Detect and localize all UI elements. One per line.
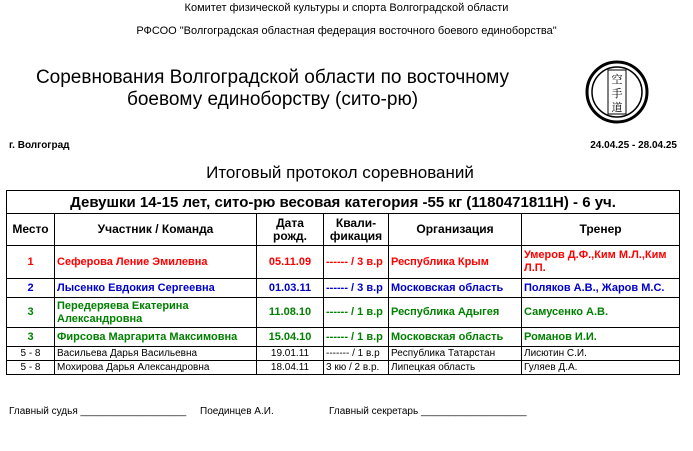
results-table (6, 190, 680, 375)
col-dob (257, 214, 324, 246)
col-dob-line2: рожд. (273, 228, 307, 243)
chief-judge-label: Главный судья ___________________ (9, 406, 187, 417)
row-coach: Самусенко А.В. (522, 298, 680, 328)
row-place: 3 (7, 328, 55, 347)
row-qualification: ------ / 1 в.р (324, 298, 389, 328)
row-organization: Республика Адыгея (389, 298, 522, 328)
row-organization: Республика Татарстан (389, 347, 522, 361)
row-place: 3 (7, 298, 55, 328)
row-dob: 15.04.10 (257, 328, 324, 347)
protocol-title: Итоговый протокол соревнований (206, 163, 474, 182)
row-qualification: 3 кю / 2 в.р. (324, 361, 389, 375)
row-participant: Сеферова Ление Эмилевна (55, 246, 257, 279)
row-participant: Фирсова Маргарита Максимовна (55, 328, 257, 347)
table-row (7, 328, 680, 347)
row-place: 2 (7, 279, 55, 298)
col-coach: Тренер (522, 214, 680, 246)
karate-do-emblem-icon (585, 60, 649, 124)
row-organization: Республика Крым (389, 246, 522, 279)
federation-line: РФСОО "Волгоградская областная федерация восточного боевого единоборства" (136, 25, 557, 37)
col-qual-line1: Квали- (335, 215, 377, 230)
table-row (7, 361, 680, 375)
col-qual-line2: фикация (329, 228, 383, 243)
row-participant: Мохирова Дарья Александровна (55, 361, 257, 375)
table-row (7, 347, 680, 361)
row-organization: Липецкая область (389, 361, 522, 375)
col-place: Место (7, 214, 55, 246)
row-dob: 18.04.11 (257, 361, 324, 375)
logo-glyph-2: 手 (611, 87, 623, 100)
organizer-line: Комитет физической культуры и спорта Волгоградской области (184, 2, 509, 14)
city-label: г. Волгоград (9, 140, 70, 151)
row-qualification: ------ / 3 в.р (324, 279, 389, 298)
chief-judge-name: Поединцев А.И. (200, 406, 274, 417)
category-row (7, 191, 680, 214)
col-participant: Участник / Команда (55, 214, 257, 246)
row-participant: Передеряева Екатерина Александровна (55, 298, 257, 328)
category-title: Девушки 14-15 лет, сито-рю весовая категория -55 кг (1180471811Н) - 6 уч. (7, 191, 680, 214)
competition-title-line1: Соревнования Волгоградской области по восточному (35, 67, 510, 88)
dates-label: 24.04.25 - 28.04.25 (590, 140, 677, 151)
row-coach: Умеров Д.Ф.,Ким М.Л.,Ким Л.П. (522, 246, 680, 279)
competition-title (0, 67, 545, 111)
table-row (7, 246, 680, 279)
row-organization: Московская область (389, 328, 522, 347)
column-header-row (7, 214, 680, 246)
logo-glyph-3: 道 (611, 101, 623, 114)
row-participant: Лысенко Евдокия Сергеевна (55, 279, 257, 298)
col-organization: Организация (389, 214, 522, 246)
row-qualification: ------ / 1 в.р (324, 328, 389, 347)
table-row (7, 279, 680, 298)
chief-secretary-label: Главный секретарь ___________________ (329, 406, 527, 417)
row-dob: 05.11.09 (257, 246, 324, 279)
row-qualification: ------- / 1 в.р (324, 347, 389, 361)
row-organization: Московская область (389, 279, 522, 298)
competition-title-line2: боевому единоборству (сито-рю) (126, 89, 419, 110)
col-qualification (324, 214, 389, 246)
row-place: 5 - 8 (7, 361, 55, 375)
row-coach: Поляков А.В., Жаров М.С. (522, 279, 680, 298)
row-participant: Васильева Дарья Васильевна (55, 347, 257, 361)
row-dob: 11.08.10 (257, 298, 324, 328)
row-place: 5 - 8 (7, 347, 55, 361)
row-dob: 01.03.11 (257, 279, 324, 298)
row-dob: 19.01.11 (257, 347, 324, 361)
row-coach: Романов И.И. (522, 328, 680, 347)
row-coach: Лисютин С.И. (522, 347, 680, 361)
row-qualification: ------ / 3 в.р (324, 246, 389, 279)
row-coach: Гуляев Д.А. (522, 361, 680, 375)
col-dob-line1: Дата (276, 215, 304, 230)
table-row (7, 298, 680, 328)
row-place: 1 (7, 246, 55, 279)
logo-glyph-1: 空 (611, 73, 623, 86)
